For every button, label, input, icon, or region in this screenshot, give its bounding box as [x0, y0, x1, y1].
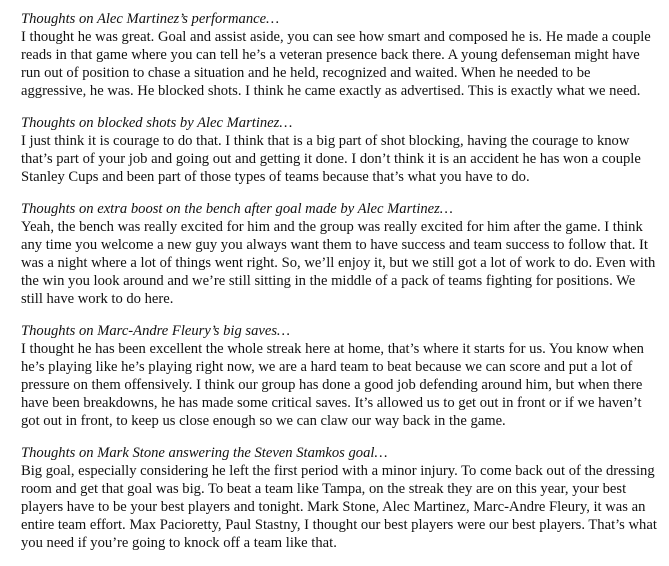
qa-section-5: [21, 444, 657, 552]
answer-paragraph: I just think it is courage to do that. I think that is a big part of shot blocking, having the courage to know that’s part of your job and going out and getting it done. I don’t think it is an accident he has won a couple Stanley Cups and been part of those types of teams because that’s what you have to do.: [21, 133, 641, 185]
question-heading: Thoughts on extra boost on the bench after goal made by Alec Martinez…: [21, 201, 453, 217]
qa-section-4: [21, 322, 657, 430]
question-heading: Thoughts on blocked shots by Alec Martinez…: [21, 115, 293, 131]
qa-section-2: [21, 114, 657, 186]
interview-document: [21, 10, 657, 566]
qa-section-3: [21, 200, 657, 308]
qa-section-1: [21, 10, 657, 100]
answer-paragraph: Yeah, the bench was really excited for him and the group was really excited for him after the game. I think any time you welcome a new guy you always want them to have success and team success to follow that. It was a night where a lot of things went right. So, we’ll enjoy it, but we still got a lot of work to do. Even with the win you look around and we’re still sitting in the middle of a pack of teams fighting for positions. We still have work to do here.: [21, 219, 656, 307]
question-heading: Thoughts on Alec Martinez’s performance…: [21, 11, 280, 27]
question-heading: Thoughts on Mark Stone answering the Steven Stamkos goal…: [21, 445, 388, 461]
question-heading: Thoughts on Marc-Andre Fleury’s big saves…: [21, 323, 291, 339]
answer-paragraph: I thought he has been excellent the whole streak here at home, that’s where it starts for us. You know when he’s playing like he’s playing right now, we are a hard team to beat because we can score and put a lot of pressure on them offensively. I think our group has done a good job defending around him, but when there have been breakdowns, he has made some critical saves. It’s allowed us to get out in front or if we haven’t got out in front, to keep us close enough so we can claw our way back in the game.: [21, 341, 644, 429]
answer-paragraph: Big goal, especially considering he left the first period with a minor injury. To come back out of the dressing room and get that goal was big. To beat a team like Tampa, on the streak they are on this year, your best players have to be your best players and tonight. Mark Stone, Alec Martinez, Marc-Andre Fleury, it was an entire team effort. Max Pacioretty, Paul Stastny, I thought our best players were our best players. That’s what you need if you’re going to knock off a team like that.: [21, 463, 657, 551]
answer-paragraph: I thought he was great. Goal and assist aside, you can see how smart and composed he is. He made a couple reads in that game where you can tell he’s a veteran presence back there. A young defenseman might have run out of position to chase a situation and he held, recognized and waited. When he needed to be aggressive, he was. He blocked shots. I think he came exactly as advertised. This is exactly what we need.: [21, 29, 651, 99]
